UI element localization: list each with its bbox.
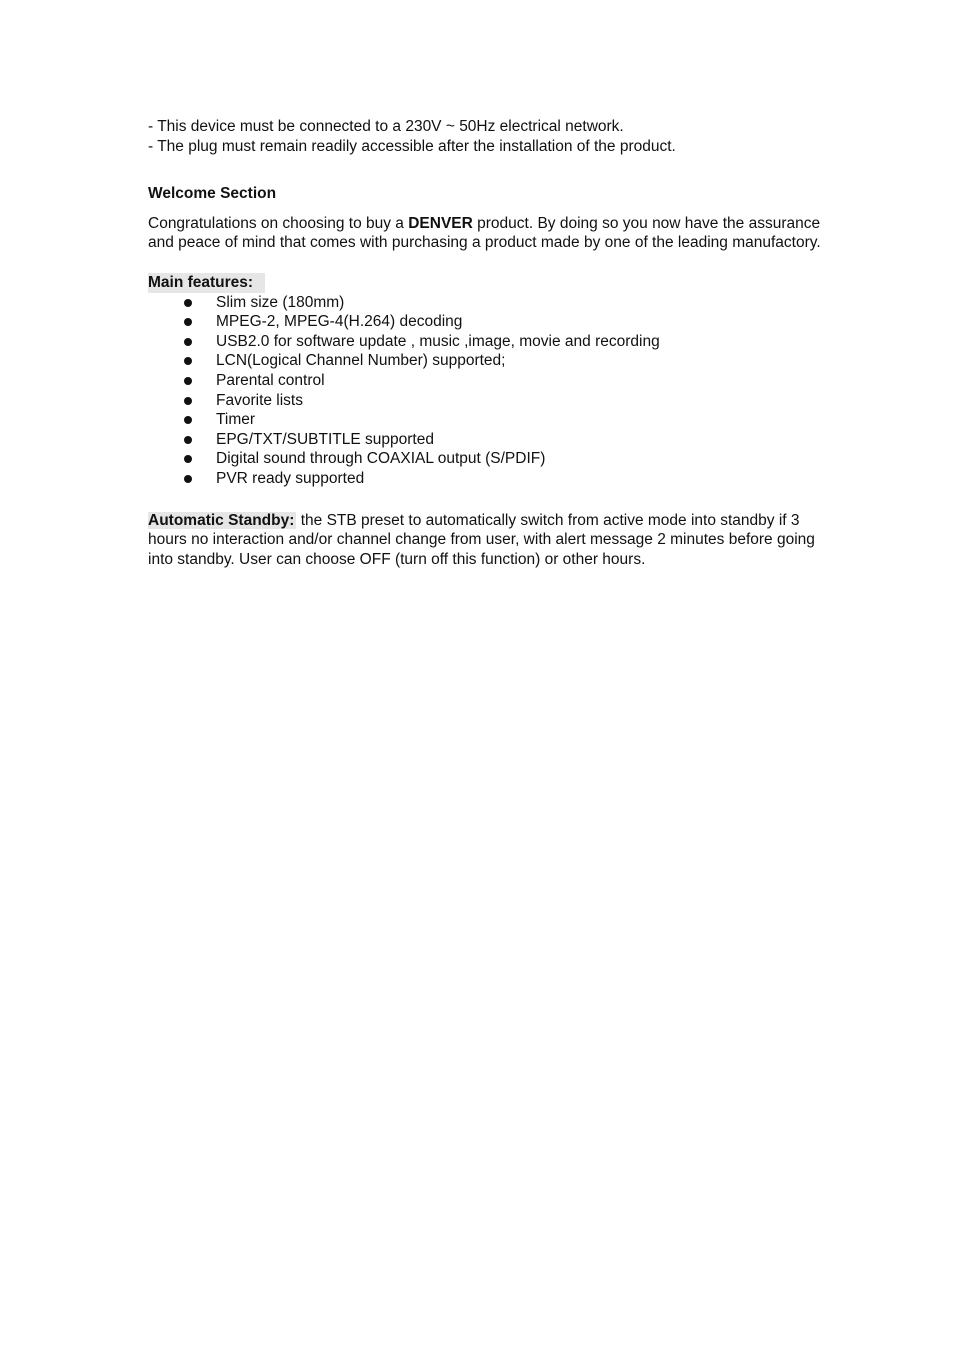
feature-label: Timer [216, 411, 256, 429]
automatic-standby-paragraph [148, 511, 838, 570]
feature-item [148, 312, 838, 332]
bullet-icon [184, 475, 192, 483]
welcome-heading: Welcome Section [148, 185, 277, 203]
feature-item [148, 391, 838, 411]
welcome-text-end: product. By doing so you now have the assurance and peace of mind that comes with purchasing a product made by one of the leading manufactory. [148, 214, 821, 252]
feature-label: Parental control [216, 371, 325, 389]
bullet-icon [184, 377, 192, 385]
feature-item [148, 371, 838, 391]
welcome-text-start: Congratulations on choosing to buy a [148, 214, 409, 232]
power-notices [148, 117, 838, 156]
feature-item [148, 469, 838, 489]
welcome-paragraph [148, 214, 838, 253]
notice-line: - This device must be connected to a 230V ~ 50Hz electrical network. [148, 118, 624, 135]
feature-item [148, 430, 838, 450]
standby-text: the STB preset to automatically switch from active mode into standby if 3 hours no interaction and/or channel change from user, with alert message 2 minutes before going into standby. User can choose OFF (turn off this function) or other hours. [148, 511, 815, 568]
bullet-icon [184, 397, 192, 405]
feature-list [148, 293, 838, 489]
brand-name: DENVER [408, 214, 473, 232]
features-heading: Main features: [148, 273, 265, 293]
main-features-section [148, 273, 838, 489]
bullet-icon [184, 436, 192, 444]
feature-item [148, 449, 838, 469]
feature-item [148, 351, 838, 371]
bullet-icon [184, 338, 192, 346]
bullet-icon [184, 299, 192, 307]
feature-label: Digital sound through COAXIAL output (S/PDIF) [216, 450, 546, 468]
page-content [148, 117, 838, 569]
feature-label: Favorite lists [216, 391, 303, 409]
feature-label: PVR ready supported [216, 469, 365, 487]
feature-item [148, 293, 838, 313]
feature-label: USB2.0 for software update , music ,image, movie and recording [216, 332, 660, 350]
feature-item [148, 410, 838, 430]
notice-line: - The plug must remain readily accessible after the installation of the product. [148, 137, 676, 155]
standby-label: Automatic Standby: [148, 511, 295, 529]
bullet-icon [184, 416, 192, 424]
bullet-icon [184, 357, 192, 365]
feature-label: EPG/TXT/SUBTITLE supported [216, 430, 434, 448]
bullet-icon [184, 318, 192, 326]
bullet-icon [184, 455, 192, 463]
feature-item [148, 332, 838, 352]
feature-label: LCN(Logical Channel Number) supported; [216, 352, 506, 370]
feature-label: MPEG-2, MPEG-4(H.264) decoding [216, 313, 463, 331]
feature-label: Slim size (180mm) [216, 293, 345, 311]
